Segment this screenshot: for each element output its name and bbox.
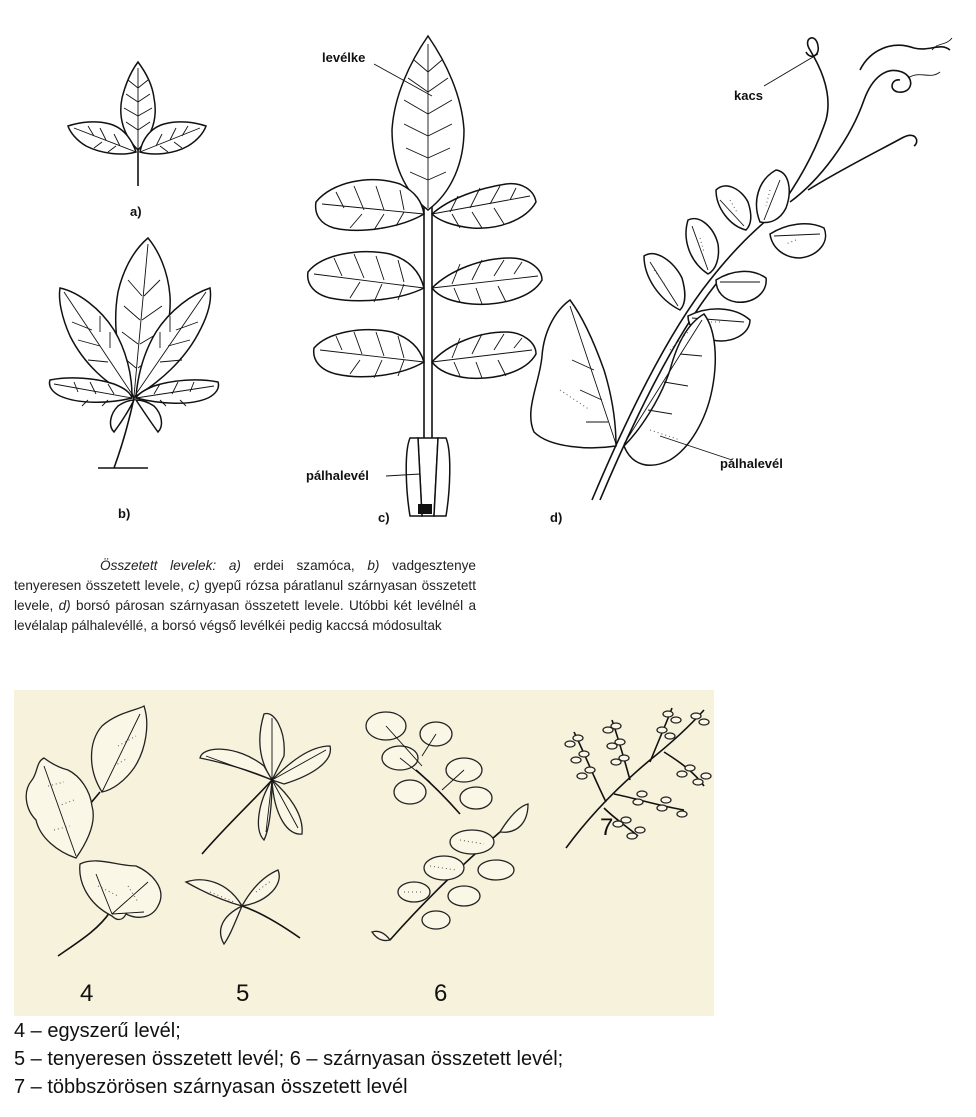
label-c: c): [378, 510, 390, 525]
label-palhalevel-c: pálhalevél: [306, 468, 369, 483]
bipinnate-leaf-illustration: [554, 698, 714, 858]
pea-leaf-illustration: [520, 30, 960, 520]
simple-leaves-illustration: [18, 706, 168, 966]
tiny-leaflets: [565, 711, 711, 839]
leaf-types-panel: [14, 690, 714, 1016]
horse-chestnut-leaf-illustration: [48, 236, 248, 476]
caption-b-mark: b): [367, 558, 380, 573]
caption-title: Összetett levelek:: [100, 558, 217, 573]
caption-d-text: borsó párosan szárnyasan összetett levele. Utóbbi két levélnél a levélalap pálhalevéllé, a borsó végső levélkéi pedig kaccsá módosultak: [14, 598, 477, 633]
label-b: b): [118, 506, 131, 521]
strawberry-leaf-illustration: [66, 58, 206, 198]
caption-b-text: vadgesztenye tenyeresen összetett levele,: [14, 558, 476, 593]
palhalevel-c-leader-line: [386, 466, 426, 486]
number-4: 4: [80, 980, 94, 1007]
number-6: 6: [434, 980, 448, 1007]
number-7: 7: [600, 814, 614, 841]
label-palhalevel-d: pálhalevél: [720, 456, 783, 471]
legend-line-2: 5 – tenyeresen összetett levél; 6 – szárnyasan összetett levél;: [14, 1048, 564, 1070]
number-5: 5: [236, 980, 250, 1007]
pinnate-leaves-illustration: [360, 706, 530, 966]
dog-rose-pinnate-leaf-illustration: [300, 32, 550, 522]
palmate-leaves-illustration: [180, 706, 340, 966]
label-levelke: levélke: [322, 50, 366, 65]
label-kacs: kacs: [734, 88, 763, 103]
label-a: a): [130, 204, 142, 219]
label-d: d): [550, 510, 563, 525]
caption-d-mark: d): [58, 598, 71, 613]
caption-c-mark: c): [188, 578, 200, 593]
caption-c-text: gyepű rózsa páratlanul szárnyasan összetett levele,: [14, 578, 476, 613]
kacs-leader-line: [764, 50, 824, 90]
figure-caption: [14, 556, 476, 636]
levelke-leader-line: [372, 62, 452, 102]
caption-a-mark: a): [228, 558, 241, 573]
caption-a-text: erdei szamóca,: [240, 558, 368, 573]
legend-line-3: 7 – többszörösen szárnyasan összetett levél: [14, 1076, 408, 1098]
legend-line-1: 4 – egyszerű levél;: [14, 1020, 181, 1042]
